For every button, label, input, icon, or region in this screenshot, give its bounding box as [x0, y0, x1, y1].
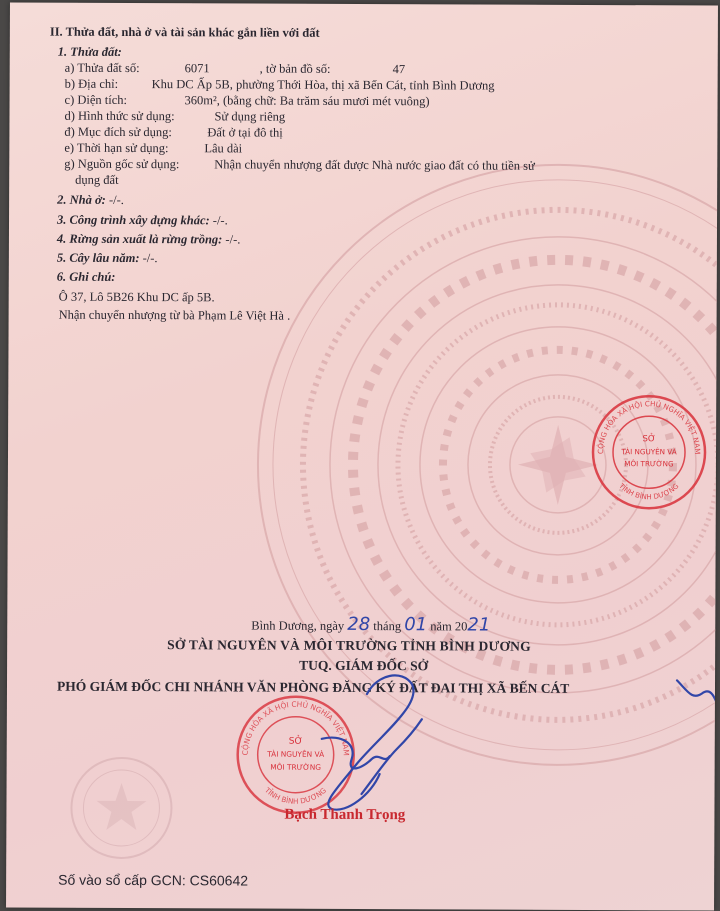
issue-date-line [251, 613, 491, 636]
signature-scribble [261, 664, 718, 826]
usage-term-label: e) Thời hạn sử dụng: [64, 140, 169, 156]
other-works-value: -/-. [212, 213, 228, 228]
usage-form-value: Sử dụng riêng [214, 109, 286, 124]
issue-month: 01 [404, 614, 428, 636]
address-label: b) Địa chỉ: [64, 76, 119, 91]
seal-center-line-1: SỞ [642, 434, 656, 445]
address-value: Khu DC Ấp 5B, phường Thới Hòa, thị xã Bến Cát, tỉnh Bình Dương [151, 77, 495, 93]
seal-center-line-2: TÀI NGUYÊN VÀ [621, 447, 677, 457]
origin-label: g) Nguồn gốc sử dụng: [64, 156, 180, 172]
seal-center-line-3: MÔI TRƯỜNG [624, 459, 674, 469]
notes-line-1: Ô 37, Lô 5B26 Khu DC ấp 5B. [58, 289, 215, 305]
area-value: 360m², (bằng chữ: Ba trăm sáu mươi mét vuông) [184, 93, 430, 109]
parcel-number: 6071 [184, 61, 210, 76]
svg-text:CỘNG HÒA XÃ HỘI CHỦ NGHĨA VIỆT [595, 398, 703, 457]
registry-number: CS60642 [189, 872, 249, 889]
usage-term-value: Lâu dài [204, 141, 243, 156]
issue-year-suffix: 21 [467, 614, 491, 636]
perennial-value: -/-. [142, 251, 158, 266]
usage-purpose-label: đ) Mục đích sử dụng: [64, 124, 172, 140]
section-title: II. Thửa đất, nhà ở và tài sản khác gắn liền với đất [49, 24, 320, 40]
seal-ring-text: CỘNG HÒA XÃ HỘI CHỦ NGHĨA VIỆT NAM [595, 399, 703, 455]
map-sheet-label: , tờ bản đồ số: [259, 61, 331, 76]
emblem-watermark [66, 753, 176, 863]
land-heading: 1. Thửa đất: [57, 44, 122, 59]
issue-place-label: Bình Dương, ngày [251, 618, 345, 633]
signer-position: PHÓ GIÁM ĐỐC CHI NHÁNH VĂN PHÒNG ĐĂNG KÝ ĐẤT ĐAI THỊ XÃ BẾN CÁT [56, 678, 570, 696]
notes-line-2: Nhận chuyển nhượng từ bà Phạm Lê Việt Hà . [58, 307, 291, 323]
house-row [57, 193, 124, 208]
origin-value: Nhận chuyển nhượng đất được Nhà nước giao đất có thu tiền sử [214, 157, 535, 173]
seal2-bottom-text: TỈNH BÌNH DƯƠNG [263, 785, 329, 806]
issuing-authority: SỞ TÀI NGUYÊN VÀ MÔI TRƯỜNG TỈNH BÌNH DƯƠNG [167, 637, 531, 654]
other-works-heading: 3. Công trình xây dựng khác: [56, 212, 210, 228]
svg-text:TỈNH BÌNH DƯƠNG [616, 481, 680, 501]
origin-value-cont: dụng đất [75, 172, 119, 187]
issue-year-label: năm 20 [430, 619, 468, 634]
parcel-label: a) Thửa đất số: [64, 60, 140, 76]
signer-name: Bạch Thanh Trọng [284, 806, 406, 824]
notes-heading: 6. Ghi chú: [56, 269, 116, 284]
registry-row [58, 873, 248, 889]
forest-heading: 4. Rừng sản xuất là rừng trồng: [56, 231, 223, 247]
seal2-center-line-3: MÔI TRƯỜNG [270, 762, 322, 772]
on-behalf-of: TUQ. GIÁM ĐỐC SỞ [299, 657, 429, 674]
usage-form-label: d) Hình thức sử dụng: [64, 108, 175, 124]
seal2-center-line-2: TÀI NGUYÊN VÀ [267, 749, 325, 759]
usage-purpose-value: Đất ở tại đô thị [207, 125, 283, 140]
area-label: c) Diện tích: [64, 92, 128, 107]
other-works-row [57, 213, 228, 229]
forest-row [57, 232, 241, 248]
registry-label: Số vào sổ cấp GCN: [58, 871, 186, 889]
official-seal-top [590, 393, 709, 512]
house-heading: 2. Nhà ở: [57, 192, 106, 207]
certificate-page [6, 2, 718, 910]
map-sheet-number: 47 [392, 62, 406, 77]
forest-value: -/-. [225, 232, 241, 247]
perennial-heading: 5. Cây lâu năm: [56, 250, 140, 266]
house-value: -/-. [108, 192, 124, 207]
seal2-center-line-1: SỞ [288, 736, 303, 747]
seal2-ring-text: CỘNG HÒA XÃ HỘI CHỦ NGHĨA VIỆT NAM [240, 699, 351, 757]
perennial-row [57, 251, 158, 266]
issue-day: 28 [347, 613, 371, 636]
seal-bottom-text: TỈNH BÌNH DƯƠNG [617, 482, 681, 502]
issue-month-label: tháng [373, 619, 402, 634]
